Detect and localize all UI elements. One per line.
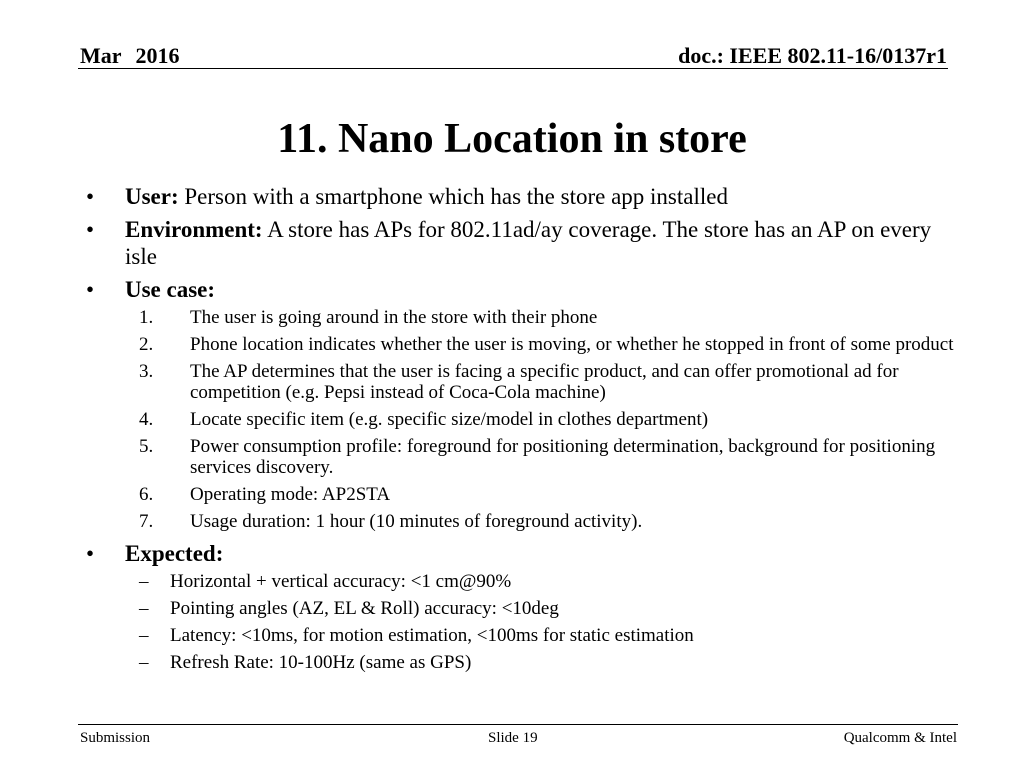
item-number: 1. <box>139 307 154 328</box>
bullet-environment <box>0 216 960 270</box>
use-case-item <box>0 436 960 478</box>
bullet-key: User: <box>125 184 179 209</box>
bullet-marker: • <box>86 184 95 209</box>
item-number: 7. <box>139 511 154 532</box>
item-text: Phone location indicates whether the user is moving, or whether he stopped in front of some product <box>190 334 954 355</box>
bullet-key: Environment: <box>125 217 263 242</box>
expected-item <box>0 571 960 592</box>
item-text: Operating mode: AP2STA <box>190 484 391 505</box>
use-case-item <box>0 484 960 505</box>
bullet-expected <box>0 540 960 567</box>
bullet-key: Use case: <box>125 277 216 302</box>
footer-divider <box>78 724 958 725</box>
dash-marker: – <box>139 571 149 592</box>
use-case-item <box>0 361 960 403</box>
item-text: The AP determines that the user is facing a specific product, and can offer promotional ad for competition (e.g. Pepsi instead of Coca-Cola machine) <box>190 361 899 403</box>
bullet-text: A store has APs for 802.11ad/ay coverage. The store has an AP on every isle <box>125 217 932 269</box>
footer-slide-number: Slide 19 <box>488 730 538 746</box>
slide-title: 11. Nano Location in store <box>277 116 747 162</box>
expected-item <box>0 652 960 673</box>
item-text: Locate specific item (e.g. specific size/model in clothes department) <box>190 409 709 430</box>
item-text: The user is going around in the store with their phone <box>190 307 598 328</box>
item-number: 2. <box>139 334 154 355</box>
footer-authors: Qualcomm & Intel <box>843 730 957 746</box>
bullet-marker: • <box>86 217 95 242</box>
item-text: Pointing angles (AZ, EL & Roll) accuracy: <10deg <box>170 598 559 619</box>
item-number: 4. <box>139 409 154 430</box>
bullet-use-case <box>0 276 960 303</box>
item-text: Refresh Rate: 10-100Hz (same as GPS) <box>170 652 472 673</box>
dash-marker: – <box>139 598 149 619</box>
use-case-item <box>0 334 960 355</box>
header-date <box>80 42 180 70</box>
header-month: Mar <box>80 43 122 68</box>
item-text: Horizontal + vertical accuracy: <1 cm@90% <box>170 571 512 592</box>
item-number: 3. <box>139 361 154 382</box>
header-year: 2016 <box>135 43 180 68</box>
item-text: Latency: <10ms, for motion estimation, <100ms for static estimation <box>170 625 694 646</box>
item-text: Usage duration: 1 hour (10 minutes of foreground activity). <box>190 511 643 532</box>
header-divider <box>78 68 948 69</box>
use-case-item <box>0 511 960 532</box>
item-text: Power consumption profile: foreground for positioning determination, background for positioning services discovery. <box>190 436 936 478</box>
use-case-item <box>0 409 960 430</box>
item-number: 6. <box>139 484 154 505</box>
slide-body <box>0 183 1024 679</box>
bullet-text: Person with a smartphone which has the store app installed <box>178 184 728 209</box>
dash-marker: – <box>139 625 149 646</box>
bullet-marker: • <box>86 541 95 566</box>
header-doc-id: doc.: IEEE 802.11-16/0137r1 <box>678 43 947 68</box>
footer-submission: Submission <box>80 730 151 746</box>
expected-item <box>0 598 960 619</box>
dash-marker: – <box>139 652 149 673</box>
item-number: 5. <box>139 436 154 457</box>
bullet-marker: • <box>86 277 95 302</box>
expected-item <box>0 625 960 646</box>
bullet-key: Expected: <box>125 541 224 566</box>
use-case-item <box>0 307 960 328</box>
bullet-user <box>0 183 960 210</box>
